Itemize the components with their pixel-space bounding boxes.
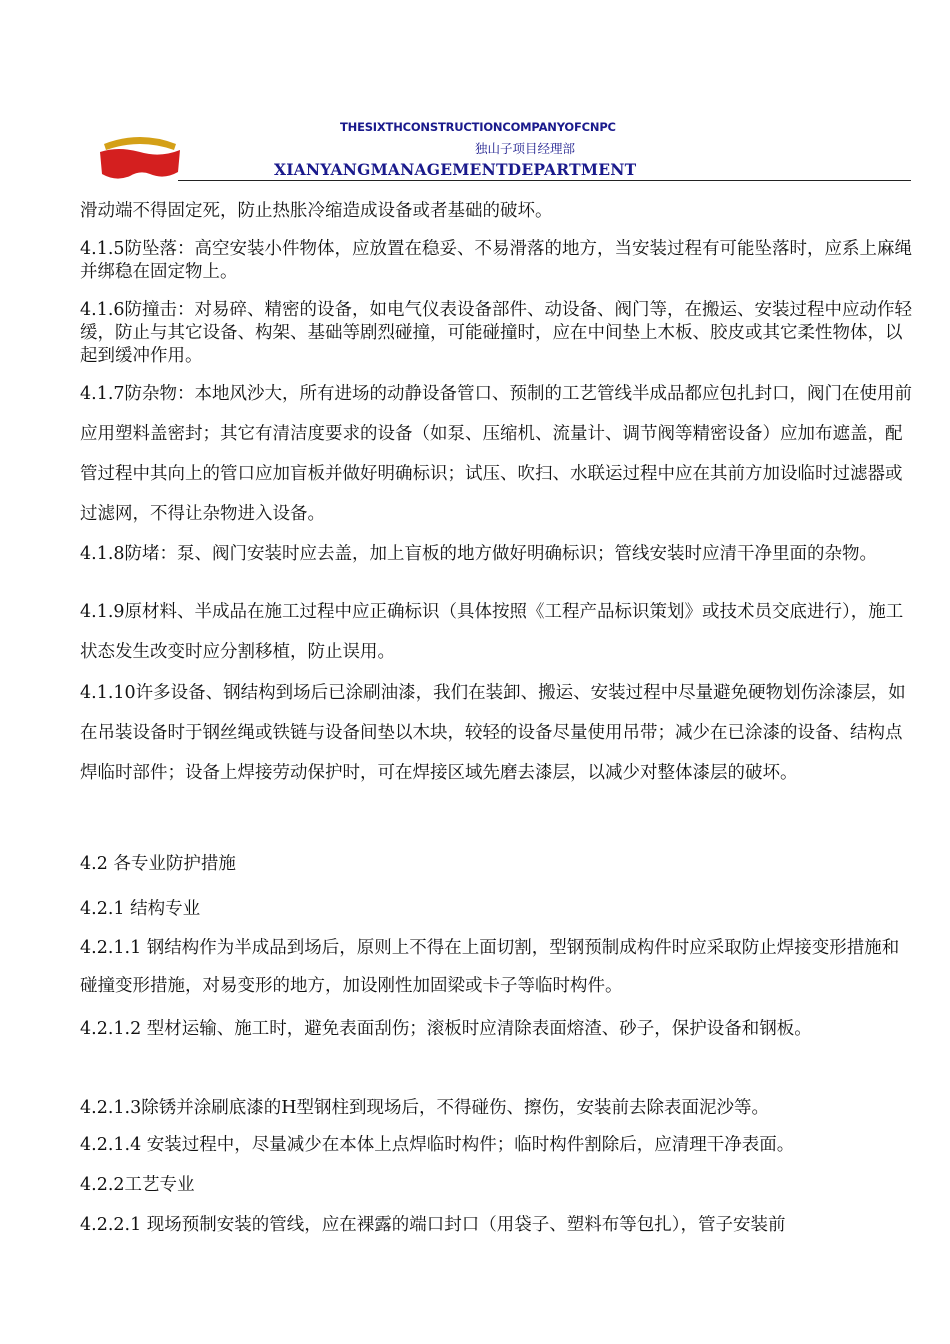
header-rule — [178, 180, 911, 181]
paragraph-4-1-9: 4.1.9原材料、半成品在施工过程中应正确标识（具体按照《工程产品标识策划》或技术员交底进行），施工状态发生改变时应分割移植，防止误用。 — [80, 602, 904, 662]
paragraph-4-2-1-3: 4.2.1.3除锈并涂刷底漆的H型钢柱到现场后，不得碰伤、擦伤，安装前去除表面泥沙等。 — [80, 1098, 769, 1118]
heading-4-2: 4.2 各专业防护措施 — [80, 854, 236, 874]
paragraph-4-1-7: 4.1.7防杂物：本地风沙大，所有进场的动静设备管口、预制的工艺管线半成品都应包扎封口，阀门在使用前应用塑料盖密封；其它有清洁度要求的设备（如泵、压缩机、流量计、调节阀等精密设备）应加布遮盖，配管过程中其向上的管口应加盲板并做好明确标识；试压、吹扫、水联运过程中应在其前方加设临时过滤器或过滤网，不得让杂物进入设备。 — [80, 384, 913, 524]
logo-red-wave — [100, 149, 180, 179]
paragraph-4-1-5: 4.1.5防坠落：高空安装小件物体，应放置在稳妥、不易滑落的地方，当安装过程有可能坠落时，应系上麻绳并绑稳在固定物上。 — [80, 239, 913, 282]
department-name-cn: 独山子项目经理部 — [475, 141, 576, 156]
heading-4-2-1: 4.2.1 结构专业 — [80, 899, 201, 919]
paragraph-4-2-2-1: 4.2.2.1 现场预制安装的管线，应在裸露的端口封口（用袋子、塑料布等包扎），管子安装前 — [80, 1215, 786, 1235]
paragraph-4-1-6: 4.1.6防撞击：对易碎、精密的设备，如电气仪表设备部件、动设备、阀门等，在搬运、安装过程中应动作轻缓，防止与其它设备、构架、基础等剧烈碰撞，可能碰撞时，应在中间垫上木板、胶皮或其它柔性物体，以起到缓冲作用。 — [80, 300, 913, 366]
paragraph-4-1-10: 4.1.10许多设备、钢结构到场后已涂刷油漆，我们在装卸、搬运、安装过程中尽量避免硬物划伤涂漆层，如在吊装设备时于钢丝绳或铁链与设备间垫以木块，较轻的设备尽量使用吊带；减少在已涂漆的设备、结构点焊临时部件；设备上焊接劳动保护时，可在焊接区域先磨去漆层，以减少对整体漆层的破坏。 — [80, 683, 906, 783]
heading-4-2-2: 4.2.2工艺专业 — [80, 1175, 195, 1195]
paragraph-continuation: 滑动端不得固定死，防止热胀冷缩造成设备或者基础的破坏。 — [80, 201, 553, 221]
logo-top-band — [104, 137, 176, 150]
page-header — [0, 0, 950, 185]
cnpc-logo-icon — [98, 132, 182, 182]
paragraph-4-2-1-4: 4.2.1.4 安装过程中，尽量减少在本体上点焊临时构件；临时构件割除后，应清理干净表面。 — [80, 1135, 795, 1155]
paragraph-4-1-8: 4.1.8防堵：泵、阀门安装时应去盖，加上盲板的地方做好明确标识；管线安装时应清干净里面的杂物。 — [80, 544, 878, 564]
paragraph-4-2-1-2: 4.2.1.2 型材运输、施工时，避免表面刮伤；滚板时应清除表面熔渣、砂子，保护设备和钢板。 — [80, 1019, 812, 1039]
department-name-en: XIANYANGMANAGEMENTDEPARTMENT — [274, 160, 637, 179]
company-name-en: THESIXTHCONSTRUCTIONCOMPANYOFCNPC — [340, 120, 616, 134]
paragraph-4-2-1-1: 4.2.1.1 钢结构作为半成品到场后，原则上不得在上面切割，型钢预制成构件时应采取防止焊接变形措施和碰撞变形措施，对易变形的地方，加设刚性加固梁或卡子等临时构件。 — [80, 938, 900, 996]
